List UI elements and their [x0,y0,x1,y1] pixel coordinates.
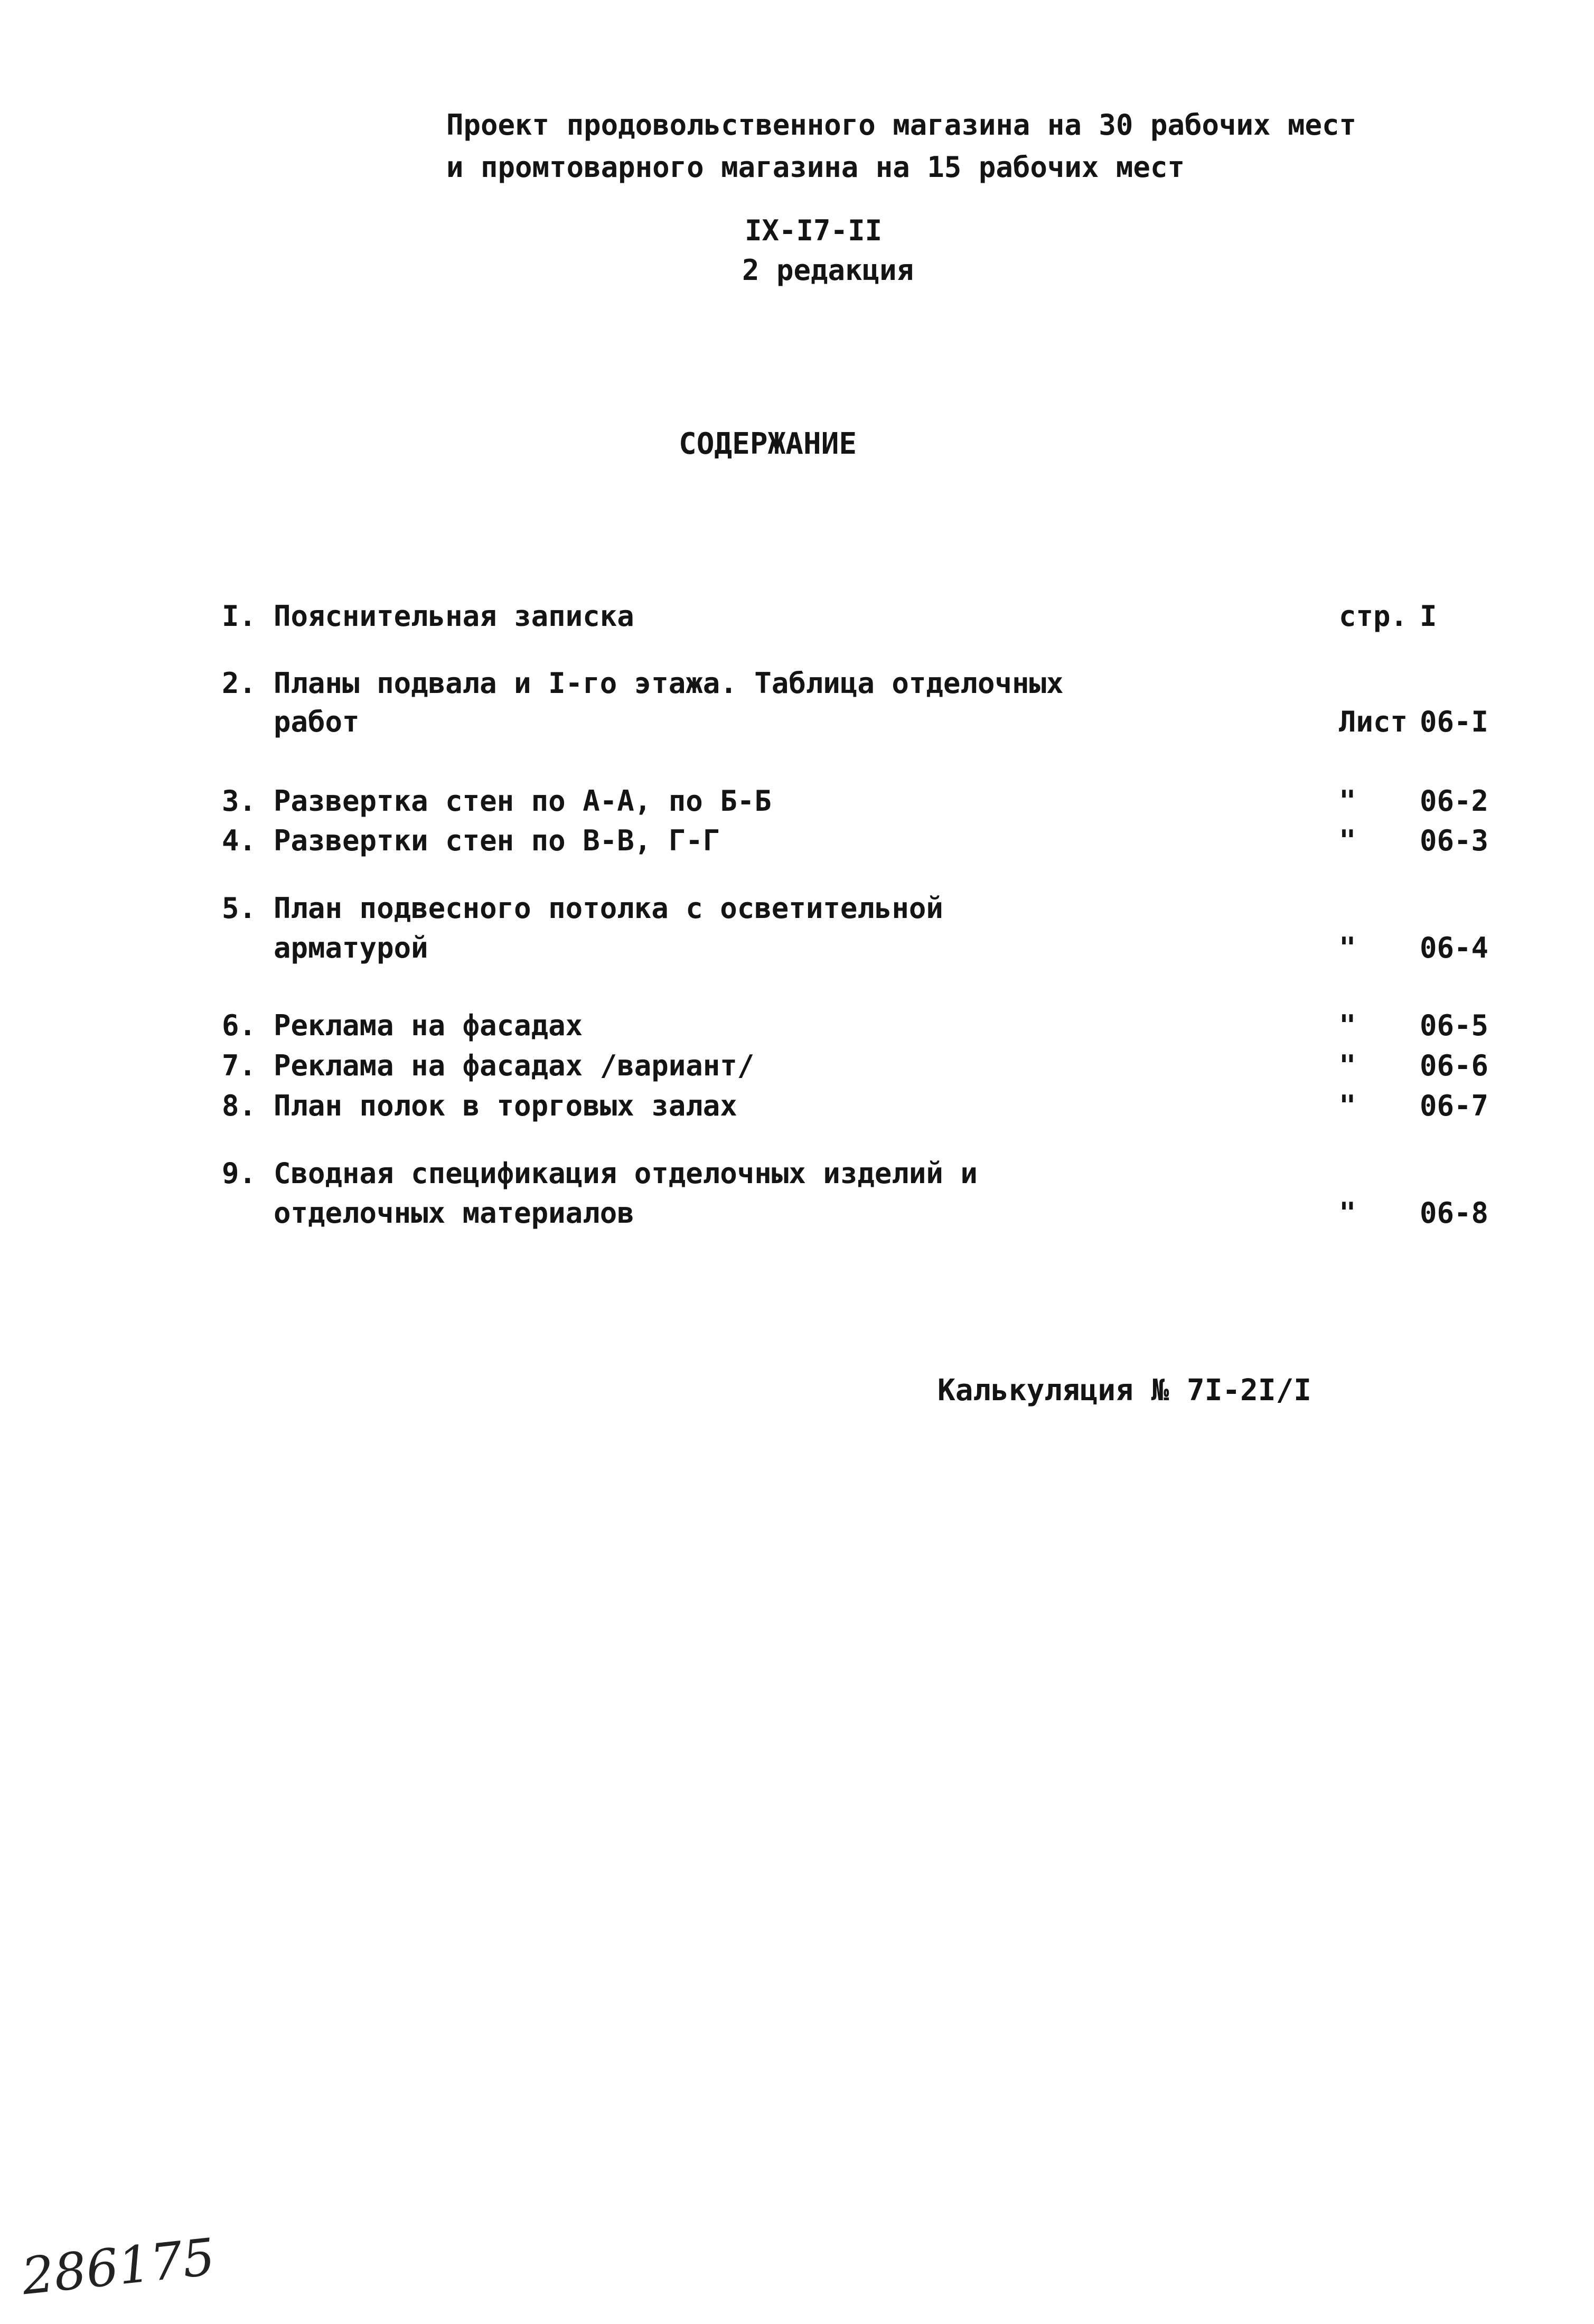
toc-item-text: План подвесного потолка с осветительной [274,892,943,925]
toc-item-ref-prefix: " [1339,1196,1356,1230]
toc-item-ref-prefix: " [1339,931,1356,964]
toc-item-ref-code: 06-5 [1420,1009,1489,1042]
toc-item-ref-code: 06-4 [1420,931,1489,964]
toc-item-number: 8. [222,1089,257,1122]
toc-item-ref-prefix: стр. [1339,599,1408,633]
handwritten-inventory-number: 286175 [19,2227,218,2307]
toc-item-number: 4. [222,824,257,857]
toc-item-ref-prefix: " [1339,1009,1356,1042]
toc-item-ref-code: 06-8 [1420,1196,1489,1230]
toc-item-ref-prefix: " [1339,1089,1356,1122]
toc-item-text: Реклама на фасадах /вариант/ [274,1049,755,1082]
toc-item-text-continued: работ [274,705,360,738]
toc-item-text: Планы подвала и I-го этажа. Таблица отделочных [274,667,1064,700]
toc-item-ref-code: 06-7 [1420,1089,1489,1122]
project-title-line-2: и промтоварного магазина на 15 рабочих мест [446,151,1185,184]
toc-item-number: 3. [222,784,257,818]
toc-item-text: Развертки стен по В-В, Г-Г [274,824,720,857]
toc-item-ref-prefix: " [1339,824,1356,857]
toc-item-number: 5. [222,892,257,925]
toc-item-text: Развертка стен по А-А, по Б-Б [274,784,772,818]
toc-item-number: I. [222,599,257,633]
toc-item-ref-code: I [1420,599,1437,633]
toc-item-ref-code: 06-I [1420,705,1489,738]
edition-label: 2 редакция [742,254,914,287]
toc-item-ref-code: 06-2 [1420,784,1489,818]
calculation-number: Калькуляция № 7I-2I/I [937,1373,1312,1408]
toc-item-ref-code: 06-3 [1420,824,1489,857]
toc-item-ref-code: 06-6 [1420,1049,1489,1082]
toc-item-text: Пояснительная записка [274,599,634,633]
toc-item-number: 7. [222,1049,257,1082]
toc-item-number: 6. [222,1009,257,1042]
toc-title: СОДЕРЖАНИЕ [679,427,857,461]
project-title-line-1: Проект продовольственного магазина на 30 рабочих мест [446,108,1357,142]
toc-item-ref-prefix: " [1339,1049,1356,1082]
toc-item-ref-prefix: Лист [1339,705,1408,738]
toc-item-text: План полок в торговых залах [274,1089,737,1122]
project-code: IX-I7-II [745,214,883,247]
toc-item-text-continued: арматурой [274,931,428,964]
toc-item-number: 2. [222,667,257,700]
toc-item-text: Сводная спецификация отделочных изделий и [274,1157,978,1190]
toc-item-number: 9. [222,1157,257,1190]
toc-item-text: Реклама на фасадах [274,1009,583,1042]
toc-item-text-continued: отделочных материалов [274,1196,634,1230]
toc-item-ref-prefix: " [1339,784,1356,818]
